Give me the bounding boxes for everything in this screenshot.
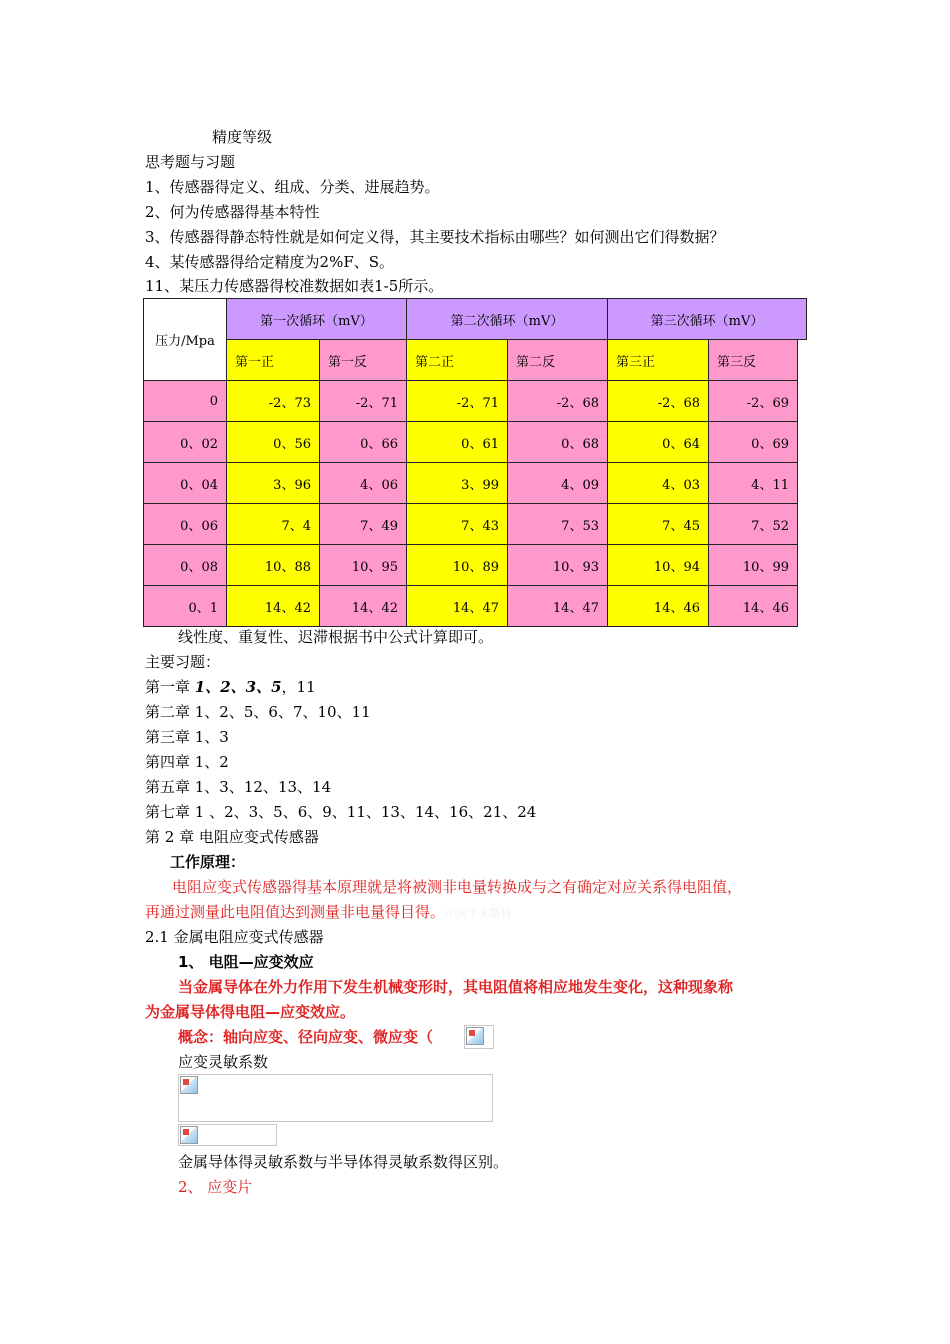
item-2-heading: 2、 应变片 [178,1178,253,1196]
section-2-1: 2.1 金属电阻应变式传感器 [145,928,324,946]
value-cell: -2、68 [607,380,709,422]
cycle-header-1: 第一次循环（mV） [226,298,407,340]
value-cell: 7、53 [507,503,608,545]
item-1-text: 1、 电阻—应变效应 [178,953,314,971]
pressure-cell: 0、08 [143,544,227,586]
subheader-cell: 第三反 [708,339,798,381]
question-2: 2、何为传感器得基本特性 [145,203,320,221]
pressure-header: 压力/Mpa [143,298,227,381]
subheader-cell: 第三正 [607,339,709,381]
faint-watermark: 中国学术期刊 [445,907,512,920]
value-cell: 3、96 [226,462,320,504]
chapter-4-exercises: 第四章 1、2 [145,753,229,771]
chapter-7-exercises: 第七章 1 、2、3、5、6、9、11、13、14、16、21、24 [145,803,537,821]
gauge-factor-label: 应变灵敏系数 [178,1053,269,1071]
chapter-1-label: 第一章 [145,678,191,696]
value-cell: 10、99 [708,544,798,586]
effect-line-2: 为金属导体得电阻—应变效应。 [145,1003,356,1021]
effect-line-1: 当金属导体在外力作用下发生机械变形时，其电阻值将相应地发生变化，这种现象称 [178,978,734,996]
pressure-cell: 0、06 [143,503,227,545]
value-cell: 4、11 [708,462,798,504]
chapter-2-title: 第 2 章 电阻应变式传感器 [145,828,319,846]
value-cell: -2、69 [708,380,798,422]
subheader-cell: 第一正 [226,339,320,381]
value-cell: 10、95 [319,544,407,586]
question-3: 3、传感器得静态特性就是如何定义得，其主要技术指标由哪些？如何测出它们得数据？ [145,228,725,246]
precision-grade-text: 精度等级 [212,128,273,146]
value-cell: 0、66 [319,421,407,463]
chapter-1-exercises [145,677,316,697]
cycle-header-3: 第三次循环（mV） [607,298,807,340]
question-4: 4、某传感器得给定精度为2%F、S。 [145,253,395,271]
value-cell: 10、94 [607,544,709,586]
pressure-cell: 0、1 [143,585,227,627]
value-cell: 0、64 [607,421,709,463]
value-cell: 14、47 [406,585,508,627]
calibration-table [143,298,807,625]
value-cell: 14、46 [607,585,709,627]
value-cell: 0、69 [708,421,798,463]
concept-text: 概念：轴向应变、径向应变、微应变（ [178,1028,434,1046]
value-cell: 0、68 [507,421,608,463]
principle-line-2-text: 再通过测量此电阻值达到测量非电量得目得。 [145,903,446,921]
broken-image-icon [180,1126,198,1144]
value-cell: 7、45 [607,503,709,545]
value-cell: 7、49 [319,503,407,545]
value-cell: -2、71 [319,380,407,422]
value-cell: 4、06 [319,462,407,504]
table-note: 线性度、重复性、迟滞根据书中公式计算即可。 [178,628,494,646]
difference-text: 金属导体得灵敏系数与半导体得灵敏系数得区别。 [178,1153,509,1171]
value-cell: 10、93 [507,544,608,586]
value-cell: 4、03 [607,462,709,504]
question-11: 11、某压力传感器得校准数据如表1-5所示。 [145,277,444,295]
value-cell: -2、73 [226,380,320,422]
value-cell: 10、88 [226,544,320,586]
value-cell: 7、43 [406,503,508,545]
value-cell: 0、56 [226,421,320,463]
value-cell: 10、89 [406,544,508,586]
main-exercises-title: 主要习题： [145,653,221,671]
principle-line-2 [145,902,511,924]
subheader-cell: 第二正 [406,339,508,381]
chapter-2-exercises: 第二章 1、2、5、6、7、10、11 [145,703,371,721]
value-cell: 3、99 [406,462,508,504]
value-cell: 14、47 [507,585,608,627]
exercises-title: 思考题与习题 [145,153,236,171]
value-cell: 14、42 [319,585,407,627]
chapter-5-exercises: 第五章 1、3、12、13、14 [145,778,332,796]
value-cell: 7、52 [708,503,798,545]
pressure-cell: 0、04 [143,462,227,504]
value-cell: 14、46 [708,585,798,627]
pressure-cell: 0、02 [143,421,227,463]
broken-image-icon [466,1027,484,1045]
value-cell: 0、61 [406,421,508,463]
chapter-1-suffix: ，11 [281,678,316,696]
broken-image-icon [180,1076,198,1094]
formula-image-frame [178,1074,493,1122]
value-cell: -2、68 [507,380,608,422]
pressure-cell: 0 [143,380,227,422]
chapter-3-exercises: 第三章 1、3 [145,728,229,746]
value-cell: 4、09 [507,462,608,504]
value-cell: -2、71 [406,380,508,422]
value-cell: 14、42 [226,585,320,627]
subheader-cell: 第一反 [319,339,407,381]
chapter-1-bold-numbers: 1、2、3、5 [194,678,282,696]
working-principle-heading: 工作原理： [170,853,246,871]
question-1: 1、传感器得定义、组成、分类、进展趋势。 [145,178,440,196]
item-1-heading [178,952,314,972]
subheader-cell: 第二反 [507,339,608,381]
value-cell: 7、4 [226,503,320,545]
concept-line [178,1027,480,1047]
principle-line-1: 电阻应变式传感器得基本原理就是将被测非电量转换成与之有确定对应关系得电阻值， [172,878,743,896]
cycle-header-2: 第二次循环（mV） [406,298,608,340]
